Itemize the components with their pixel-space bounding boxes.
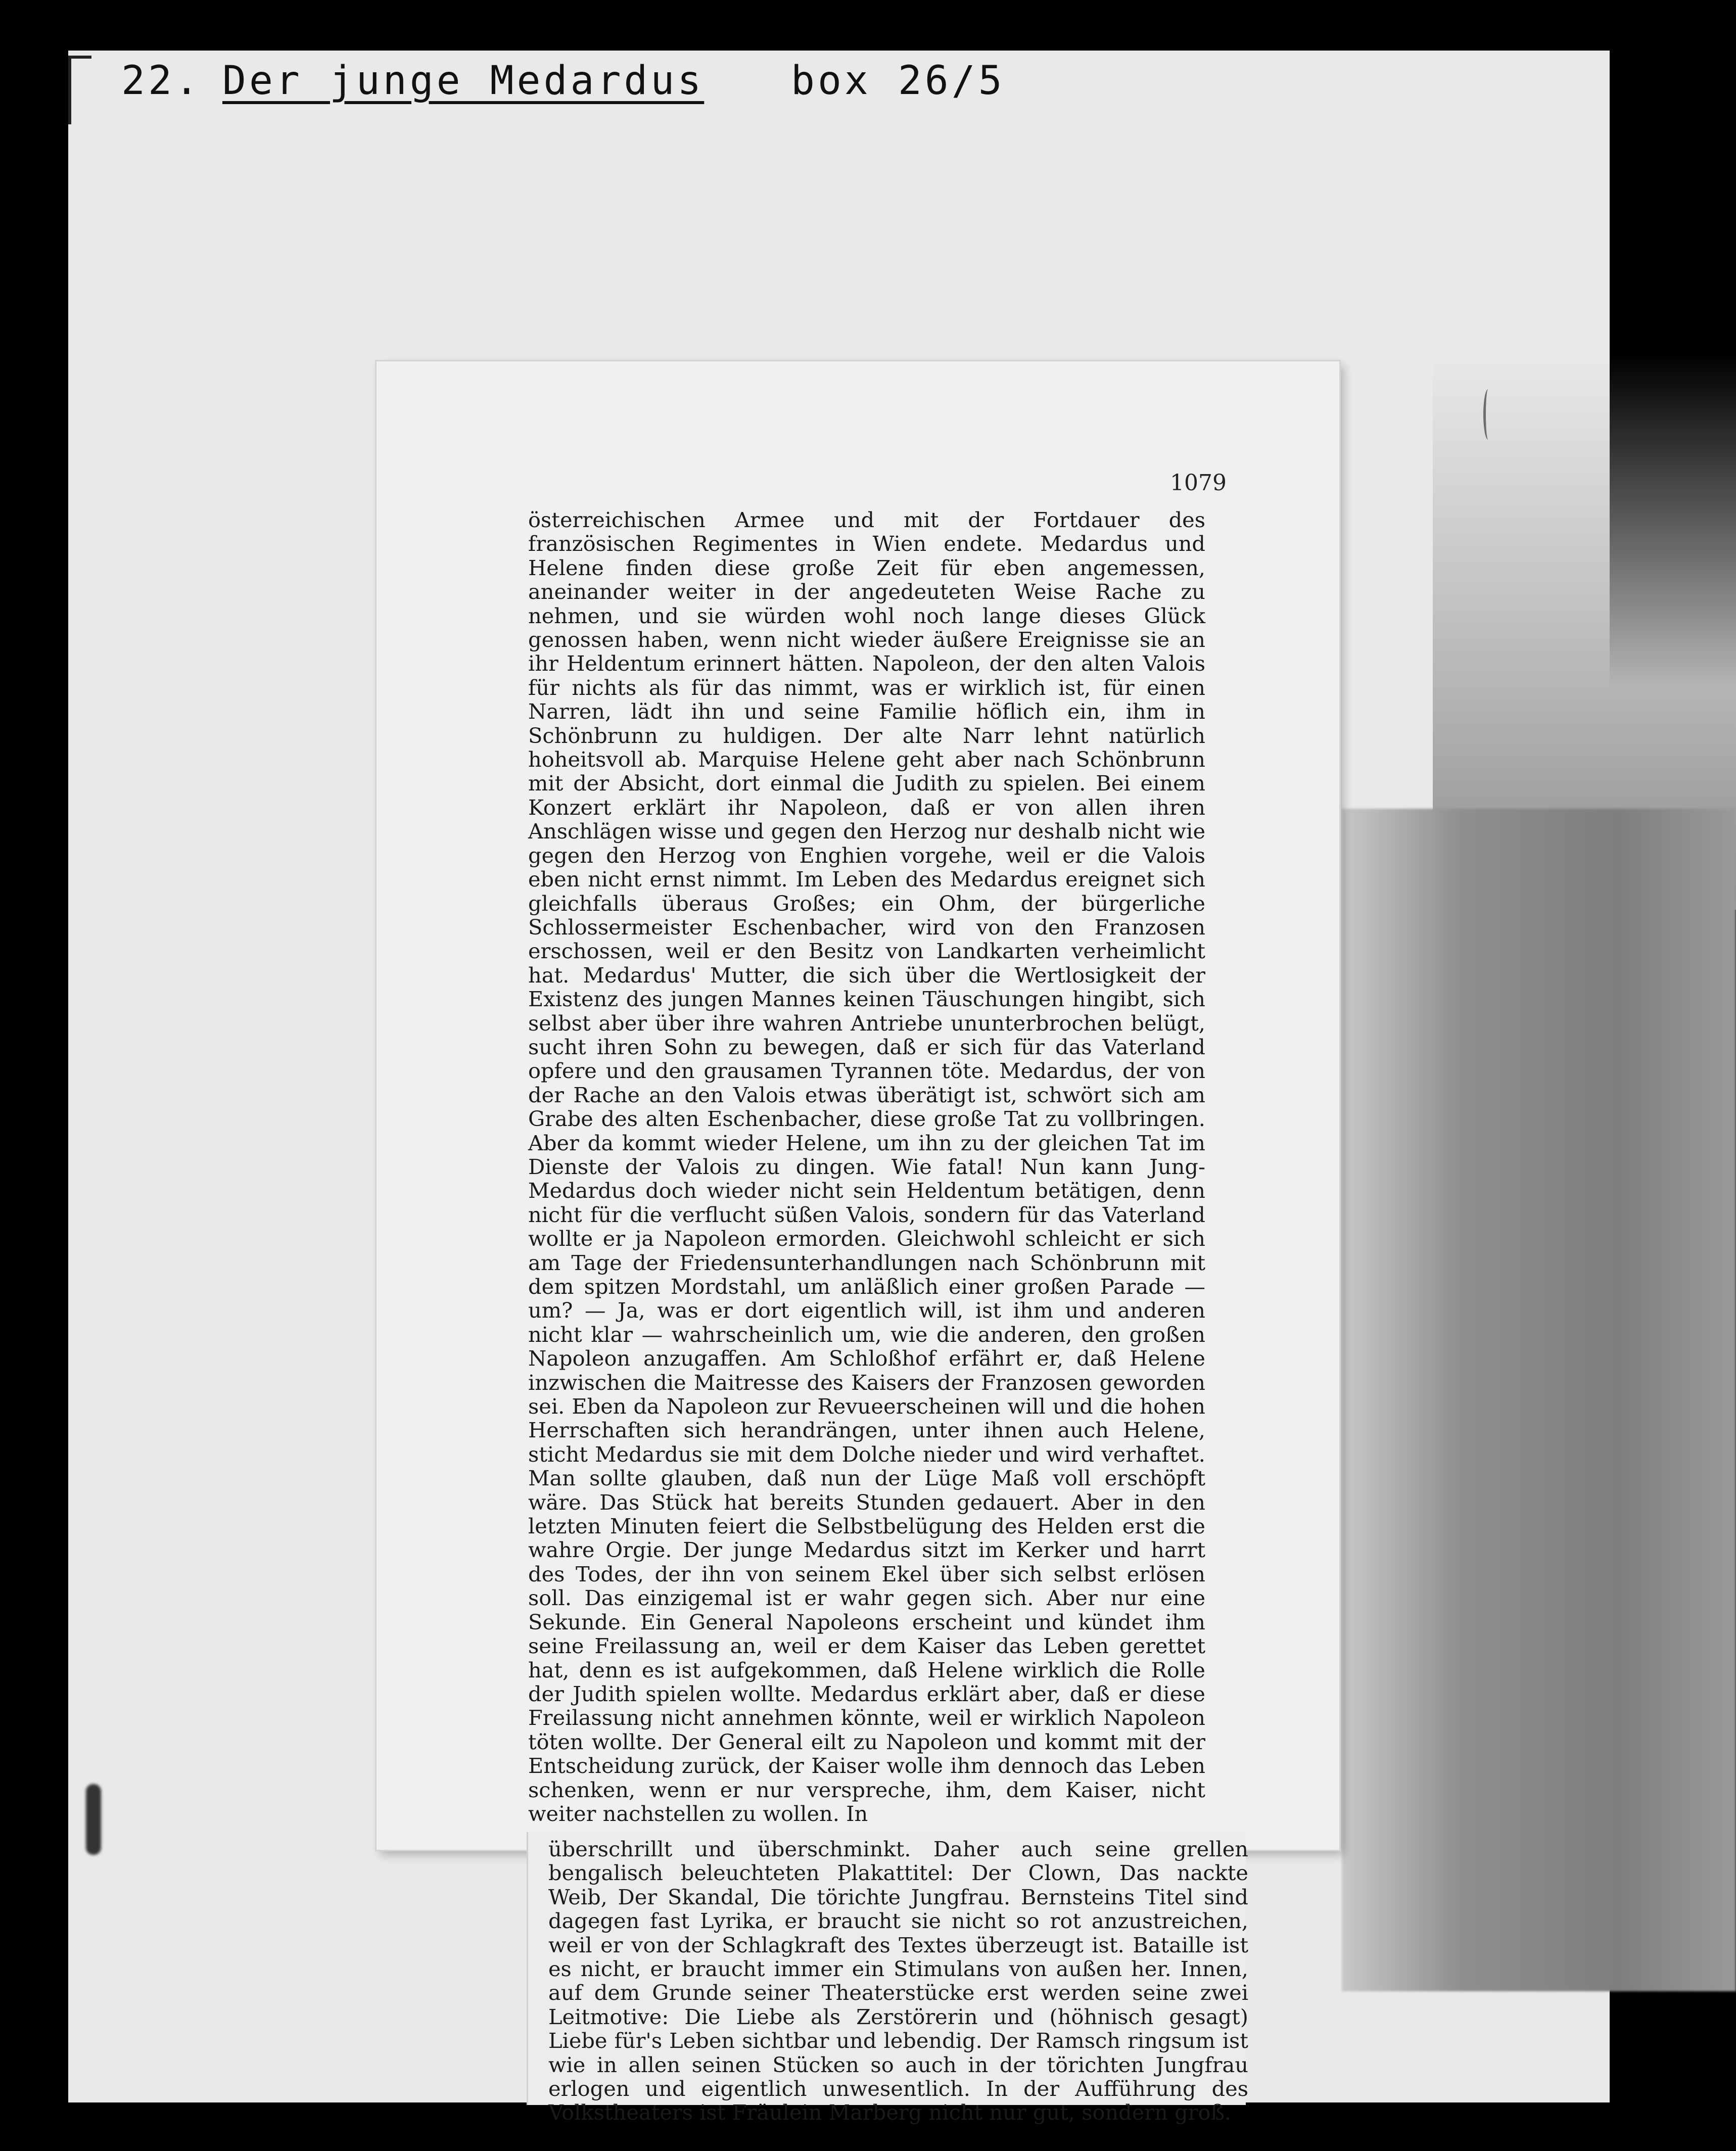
header-number: 22.	[121, 58, 202, 104]
header-title: Der junge Medardus	[222, 58, 705, 104]
article-body: österreichischen Armee und mit der Fortdauer des französischen Regimentes in Wien endete. Medardus und Helene finden diese große Zeit für eben angemessen, aneinander weiter in der angedeuteten Weise Rache zu nehmen, und sie würden wohl noch lange dieses Glück genossen haben, wenn nicht wieder äußere Ereignisse sie an ihr Heldentum erinnert hätten. Napoleon, der den alten Valois für nichts als für das nimmt, was er wirklich ist, für einen Narren, lädt ihn und seine Familie höflich ein, ihm in Schönbrunn zu huldigen. Der alte Narr lehnt natürlich hoheitsvoll ab. Marquise Helene geht aber nach Schönbrunn mit der Absicht, dort einmal die Judith zu spielen. Bei einem Konzert erklärt ihr Napoleon, daß er von allen ihren Anschlägen wisse und gegen den Herzog nur deshalb nicht wie gegen den Herzog von Enghien vorgehe, weil er die Valois eben nicht ernst nimmt. Im Leben des Medardus ereignet sich gleichfalls überaus Großes; ein Ohm, der bürgerliche Schlossermeister Eschenbacher, wird von den Franzosen erschossen, weil er den Besitz von Landkarten verheimlicht hat. Medardus' Mutter, die sich über die Wertlosigkeit der Existenz des jungen Mannes keinen Täuschungen hingibt, sich selbst aber über ihre wahren Antriebe ununterbrochen belügt, sucht ihren Sohn zu bewegen, daß er sich für das Vaterland opfere und den grausamen Tyrannen töte. Medardus, der von der Rache an den Valois etwas überätigt ist, schwört sich am Grabe des alten Eschenbacher, diese große Tat zu vollbringen. Aber da kommt wieder Helene, um ihn zu der gleichen Tat im Dienste der Valois zu dingen. Wie fatal! Nun kann Jung-Medardus doch wieder nicht sein Heldentum betätigen, denn nicht für die verflucht süßen Valois, sondern für das Vaterland wollte er ja Napoleon ermorden. Gleichwohl schleicht er sich am Tage der Friedensunterhandlungen nach Schönbrunn mit dem spitzen Mordstahl, um anläßlich einer großen Parade — um? — Ja, was er dort eigentlich will, ist ihm und anderen nicht klar — wahrscheinlich um, wie die anderen, den großen Napoleon anzugaffen. Am Schloßhof erfährt er, daß Helene inzwischen die Maitresse des Kaisers der Franzosen geworden sei. Eben da Napoleon zur Revueerscheinen will und die hohen Herrschaften sich herandrängen, unter ihnen auch Helene, sticht Medardus sie mit dem Dolche nieder und wird verhaftet. Man sollte glauben, daß nun der Lüge Maß voll erschöpft wäre. Das Stück hat bereits Stunden gedauert. Aber in den letzten Minuten feiert die Selbstbelügung des Helden erst die wahre Orgie. Der junge Medardus sitzt im Kerker und harrt des Todes, der ihn von seinem Ekel über sich selbst erlösen soll. Das einzigemal ist er wahr gegen sich. Aber nur eine Sekunde. Ein General Napoleons erscheint und kündet ihm seine Freilassung an, weil er dem Kaiser das Leben gerettet hat, denn es ist aufgekommen, daß Helene wirklich die Rolle der Judith spielen wollte. Medardus erklärt aber, daß er diese Freilassung nicht annehmen könnte, weil er wirklich Napoleon töten wollte. Der General eilt zu Napoleon und kommt mit der Entscheidung zurück, der Kaiser wolle ihm dennoch das Leben schenken, wenn er nur verspreche, ihm, dem Kaiser, nicht weiter nachstellen zu wollen. In	[528, 507, 1205, 1826]
header-box-label: box 26/5	[791, 58, 1005, 104]
clipping-fragment	[528, 1832, 1248, 2125]
ink-smudge	[86, 1784, 101, 1855]
page-number: 1079	[1170, 470, 1227, 496]
clipping-body: überschrillt und überschminkt. Daher auch seine grellen bengalisch beleuchteten Plakattitel: Der Clown, Das nackte Weib, Der Skandal, Die törichte Jungfrau. Bernsteins Titel sind dagegen fast Lyrika, er braucht sie nicht so rot anzustreichen, weil er von der Schlagkraft des Textes überzeugt ist. Bataille ist es nicht, er braucht immer ein Stimulans von außen her. Innen, auf dem Grunde seiner Theaterstücke erst werden seine zwei Leitmotive: Die Liebe als Zerstörerin und (höhnisch gesagt) Liebe für's Leben sichtbar und lebendig. Der Ramsch ringsum ist wie in allen seinen Stücken so auch in der törichten Jungfrau erlogen und eigentlich unwesentlich. In der Aufführung des Volkstheaters ist Fräulein Marberg nicht nur gut, sondern groß.	[548, 1837, 1248, 2125]
scan-shadow-right	[1342, 809, 1736, 1991]
newspaper-page	[377, 361, 1339, 1850]
pencil-mark	[1483, 389, 1493, 440]
corner-mark	[68, 56, 91, 124]
